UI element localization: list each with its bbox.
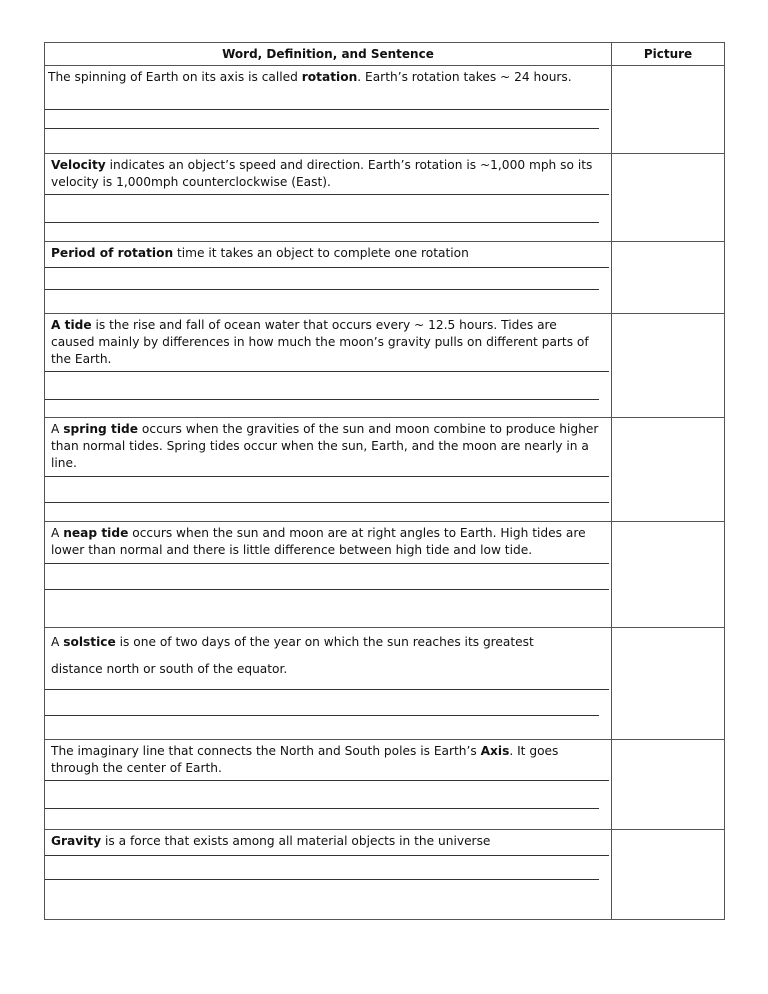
definition-text: The imaginary line that connects the North and South poles is Earth’s Axis. It goes through the center of Earth. — [51, 744, 559, 775]
picture-cell[interactable] — [612, 314, 725, 418]
definition-text: Velocity indicates an object’s speed and direction. Earth’s rotation is ~1,000 mph so its velocity is 1,000mph counterclockwise (East). — [51, 158, 593, 189]
definition-cell — [45, 314, 612, 418]
vocab-term: Gravity — [51, 834, 102, 848]
writing-line[interactable] — [45, 398, 599, 400]
picture-cell[interactable] — [612, 154, 725, 242]
table-row — [45, 418, 725, 522]
word-column-header: Word, Definition, and Sentence — [45, 43, 612, 66]
picture-cell[interactable] — [612, 242, 725, 314]
definition-cell — [45, 830, 612, 920]
table-row — [45, 522, 725, 628]
definition-text: Period of rotation time it takes an object to complete one rotation — [51, 246, 469, 260]
writing-line[interactable] — [45, 878, 599, 880]
writing-line[interactable] — [45, 288, 599, 290]
vocab-term: neap tide — [63, 526, 129, 540]
writing-line[interactable] — [45, 714, 599, 716]
picture-cell[interactable] — [612, 522, 725, 628]
vocab-term: A tide — [51, 318, 92, 332]
vocab-term: solstice — [63, 635, 116, 649]
picture-cell[interactable] — [612, 66, 725, 154]
definition-cell — [45, 154, 612, 242]
writing-line[interactable] — [45, 807, 599, 809]
table-row — [45, 830, 725, 920]
definition-text: Gravity is a force that exists among all material objects in the universe — [51, 834, 491, 848]
definition-text: A spring tide occurs when the gravities of the sun and moon combine to produce higher than normal tides. Spring tides occur when the sun, Earth, and the moon are nearly in a line. — [51, 422, 599, 470]
picture-cell[interactable] — [612, 740, 725, 830]
writing-line[interactable] — [45, 221, 599, 223]
definition-text: A tide is the rise and fall of ocean water that occurs every ~ 12.5 hours. Tides are caused mainly by differences in how much the moon’s gravity pulls on different parts of the Earth. — [51, 318, 589, 366]
vocab-term: Velocity — [51, 158, 106, 172]
definition-cell — [45, 418, 612, 522]
table-row — [45, 242, 725, 314]
definition-cell — [45, 522, 612, 628]
writing-line[interactable] — [45, 588, 609, 590]
definition-text: The spinning of Earth on its axis is called rotation. Earth’s rotation takes ~ 24 hours. — [48, 70, 572, 84]
picture-cell[interactable] — [612, 830, 725, 920]
table-row — [45, 740, 725, 830]
writing-line[interactable] — [45, 127, 599, 129]
definition-text: A solstice is one of two days of the year on which the sun reaches its greatest — [51, 635, 534, 649]
vocab-term: Axis — [480, 744, 510, 758]
picture-column-header: Picture — [612, 43, 725, 66]
vocab-term: Period of rotation — [51, 246, 174, 260]
picture-cell[interactable] — [612, 628, 725, 740]
vocab-term: rotation — [301, 70, 358, 84]
definition-cell — [45, 242, 612, 314]
definition-text: A neap tide occurs when the sun and moon are at right angles to Earth. High tides are lower than normal and there is little difference between high tide and low tide. — [51, 526, 586, 557]
definition-cell — [45, 628, 612, 740]
vocab-term: spring tide — [63, 422, 139, 436]
vocabulary-table — [44, 42, 725, 920]
table-row — [45, 314, 725, 418]
table-row — [45, 66, 725, 154]
picture-cell[interactable] — [612, 418, 725, 522]
table-row — [45, 628, 725, 740]
table-row — [45, 154, 725, 242]
writing-line[interactable] — [45, 501, 609, 503]
definition-cell — [45, 66, 612, 154]
definition-text-continued: distance north or south of the equator. — [51, 662, 288, 676]
header-row — [45, 43, 725, 66]
definition-cell — [45, 740, 612, 830]
